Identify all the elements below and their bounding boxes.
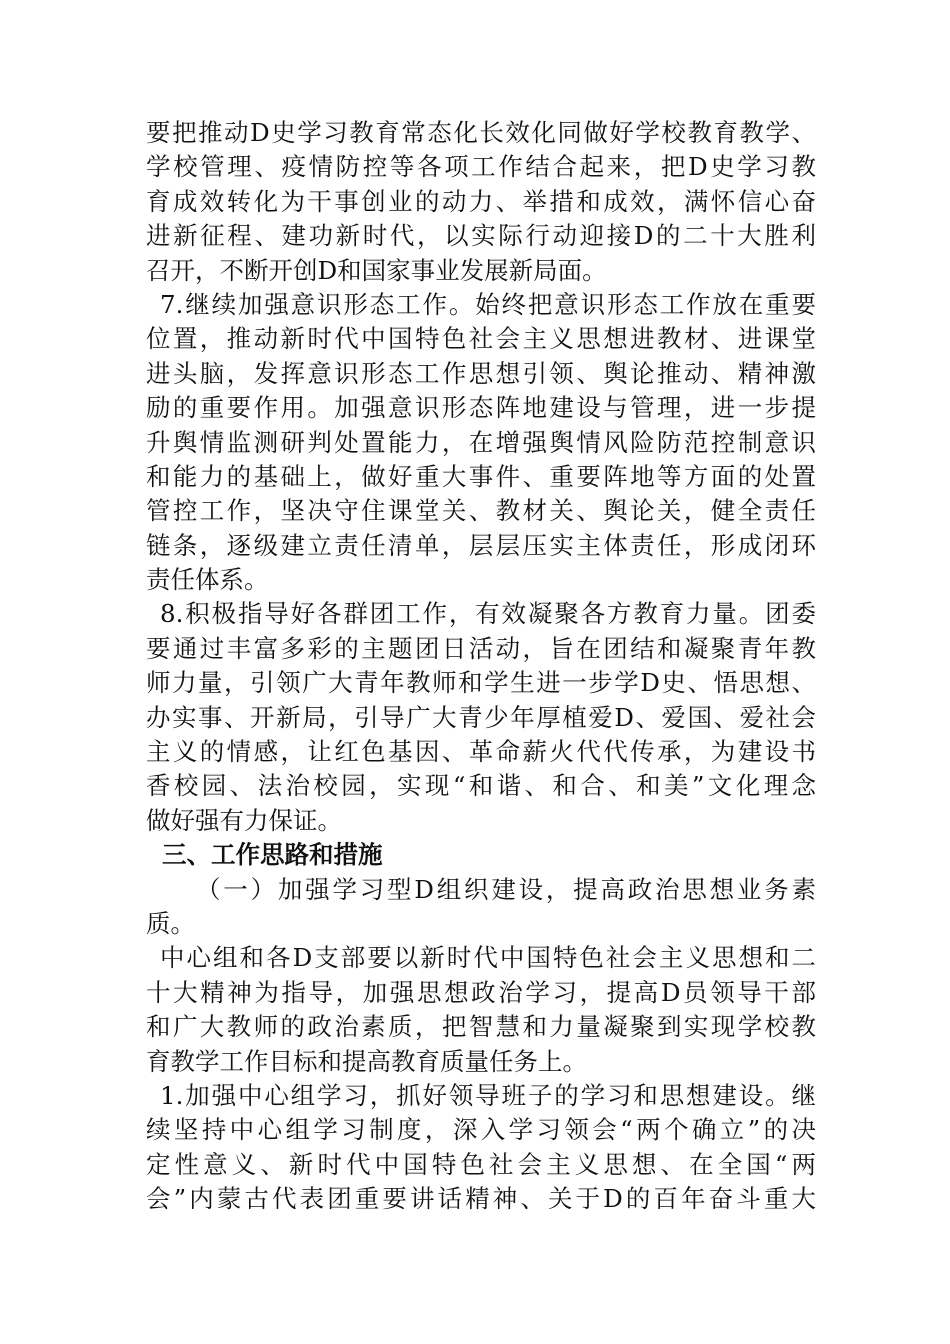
text-line: 办实事、开新局，引导广大青少年厚植爱D、爱国、爱社会 <box>146 702 816 732</box>
text-line: 进新征程、建功新时代，以实际行动迎接D的二十大胜利 <box>146 221 816 251</box>
text-line: 和能力的基础上，做好重大事件、重要阵地等方面的处置 <box>146 461 816 491</box>
text-line: 要通过丰富多彩的主题团日活动，旨在团结和凝聚青年教 <box>146 633 816 663</box>
text-line: 8.积极指导好各群团工作，有效凝聚各方教育力量。团委 <box>160 599 816 629</box>
text-line: 定性意义、新时代中国特色社会主义思想、在全国“两 <box>146 1149 816 1179</box>
text-line: 召开，不断开创D和国家事业发展新局面。 <box>146 255 607 285</box>
text-line: 1.加强中心组学习，抓好领导班子的学习和思想建设。继 <box>160 1080 816 1110</box>
text-line: 香校园、法治校园，实现“和谐、和合、和美”文化理念 <box>146 771 816 801</box>
paragraph-item-7 <box>146 288 816 598</box>
text-line: 责任体系。 <box>146 565 269 595</box>
text-line: 励的重要作用。加强意识形态阵地建设与管理，进一步提 <box>146 393 816 423</box>
section-heading: 三、工作思路和措施 <box>162 840 383 870</box>
text-line: 进头脑，发挥意识形态工作思想引领、舆论推动、精神激 <box>146 358 816 388</box>
text-line: 位置，推动新时代中国特色社会主义思想进教材、进课堂 <box>146 324 816 354</box>
text-line: 会”内蒙古代表团重要讲话精神、关于D的百年奋斗重大 <box>146 1184 816 1214</box>
text-line: 做好强有力保证。 <box>146 805 342 835</box>
text-line: 要把推动D史学习教育常态化长效化同做好学校教育教学、 <box>146 118 816 147</box>
text-line: 管控工作，坚决守住课堂关、教材关、舆论关，健全责任 <box>146 496 816 526</box>
text-line: 主义的情感，让红色基因、革命薪火代代传承，为建设书 <box>146 737 816 767</box>
text-line: 十大精神为指导，加强思想政治学习，提高D员领导干部 <box>146 977 816 1007</box>
text-line: 质。 <box>146 908 195 938</box>
text-line: 师力量，引领广大青年教师和学生进一步学D史、悟思想、 <box>146 668 816 698</box>
text-line: 学校管理、疫情防控等各项工作结合起来，把D史学习教 <box>146 152 816 182</box>
paragraph-item-1 <box>146 1079 816 1217</box>
text-line: 7.继续加强意识形态工作。始终把意识形态工作放在重要 <box>160 289 816 319</box>
paragraph-center-group <box>146 941 816 1079</box>
text-line: 中心组和各D支部要以新时代中国特色社会主义思想和二 <box>160 943 816 973</box>
text-line: 育教学工作目标和提高教育质量任务上。 <box>146 1046 587 1076</box>
paragraph-item-8 <box>146 597 816 838</box>
sub-heading <box>146 873 816 942</box>
text-line: 育成效转化为干事创业的动力、举措和成效，满怀信心奋 <box>146 186 816 216</box>
text-line: （一）加强学习型D组织建设，提高政治思想业务素 <box>196 874 816 904</box>
document-body <box>146 116 816 1217</box>
text-line: 和广大教师的政治素质，把智慧和力量凝聚到实现学校教 <box>146 1012 816 1042</box>
paragraph-intro-continuation <box>146 116 816 288</box>
text-line: 升舆情监测研判处置能力，在增强舆情风险防范控制意识 <box>146 427 816 457</box>
text-line: 链条，逐级建立责任清单，层层压实主体责任，形成闭环 <box>146 530 816 560</box>
text-line: 续坚持中心组学习制度，深入学习领会“两个确立”的决 <box>146 1115 816 1145</box>
